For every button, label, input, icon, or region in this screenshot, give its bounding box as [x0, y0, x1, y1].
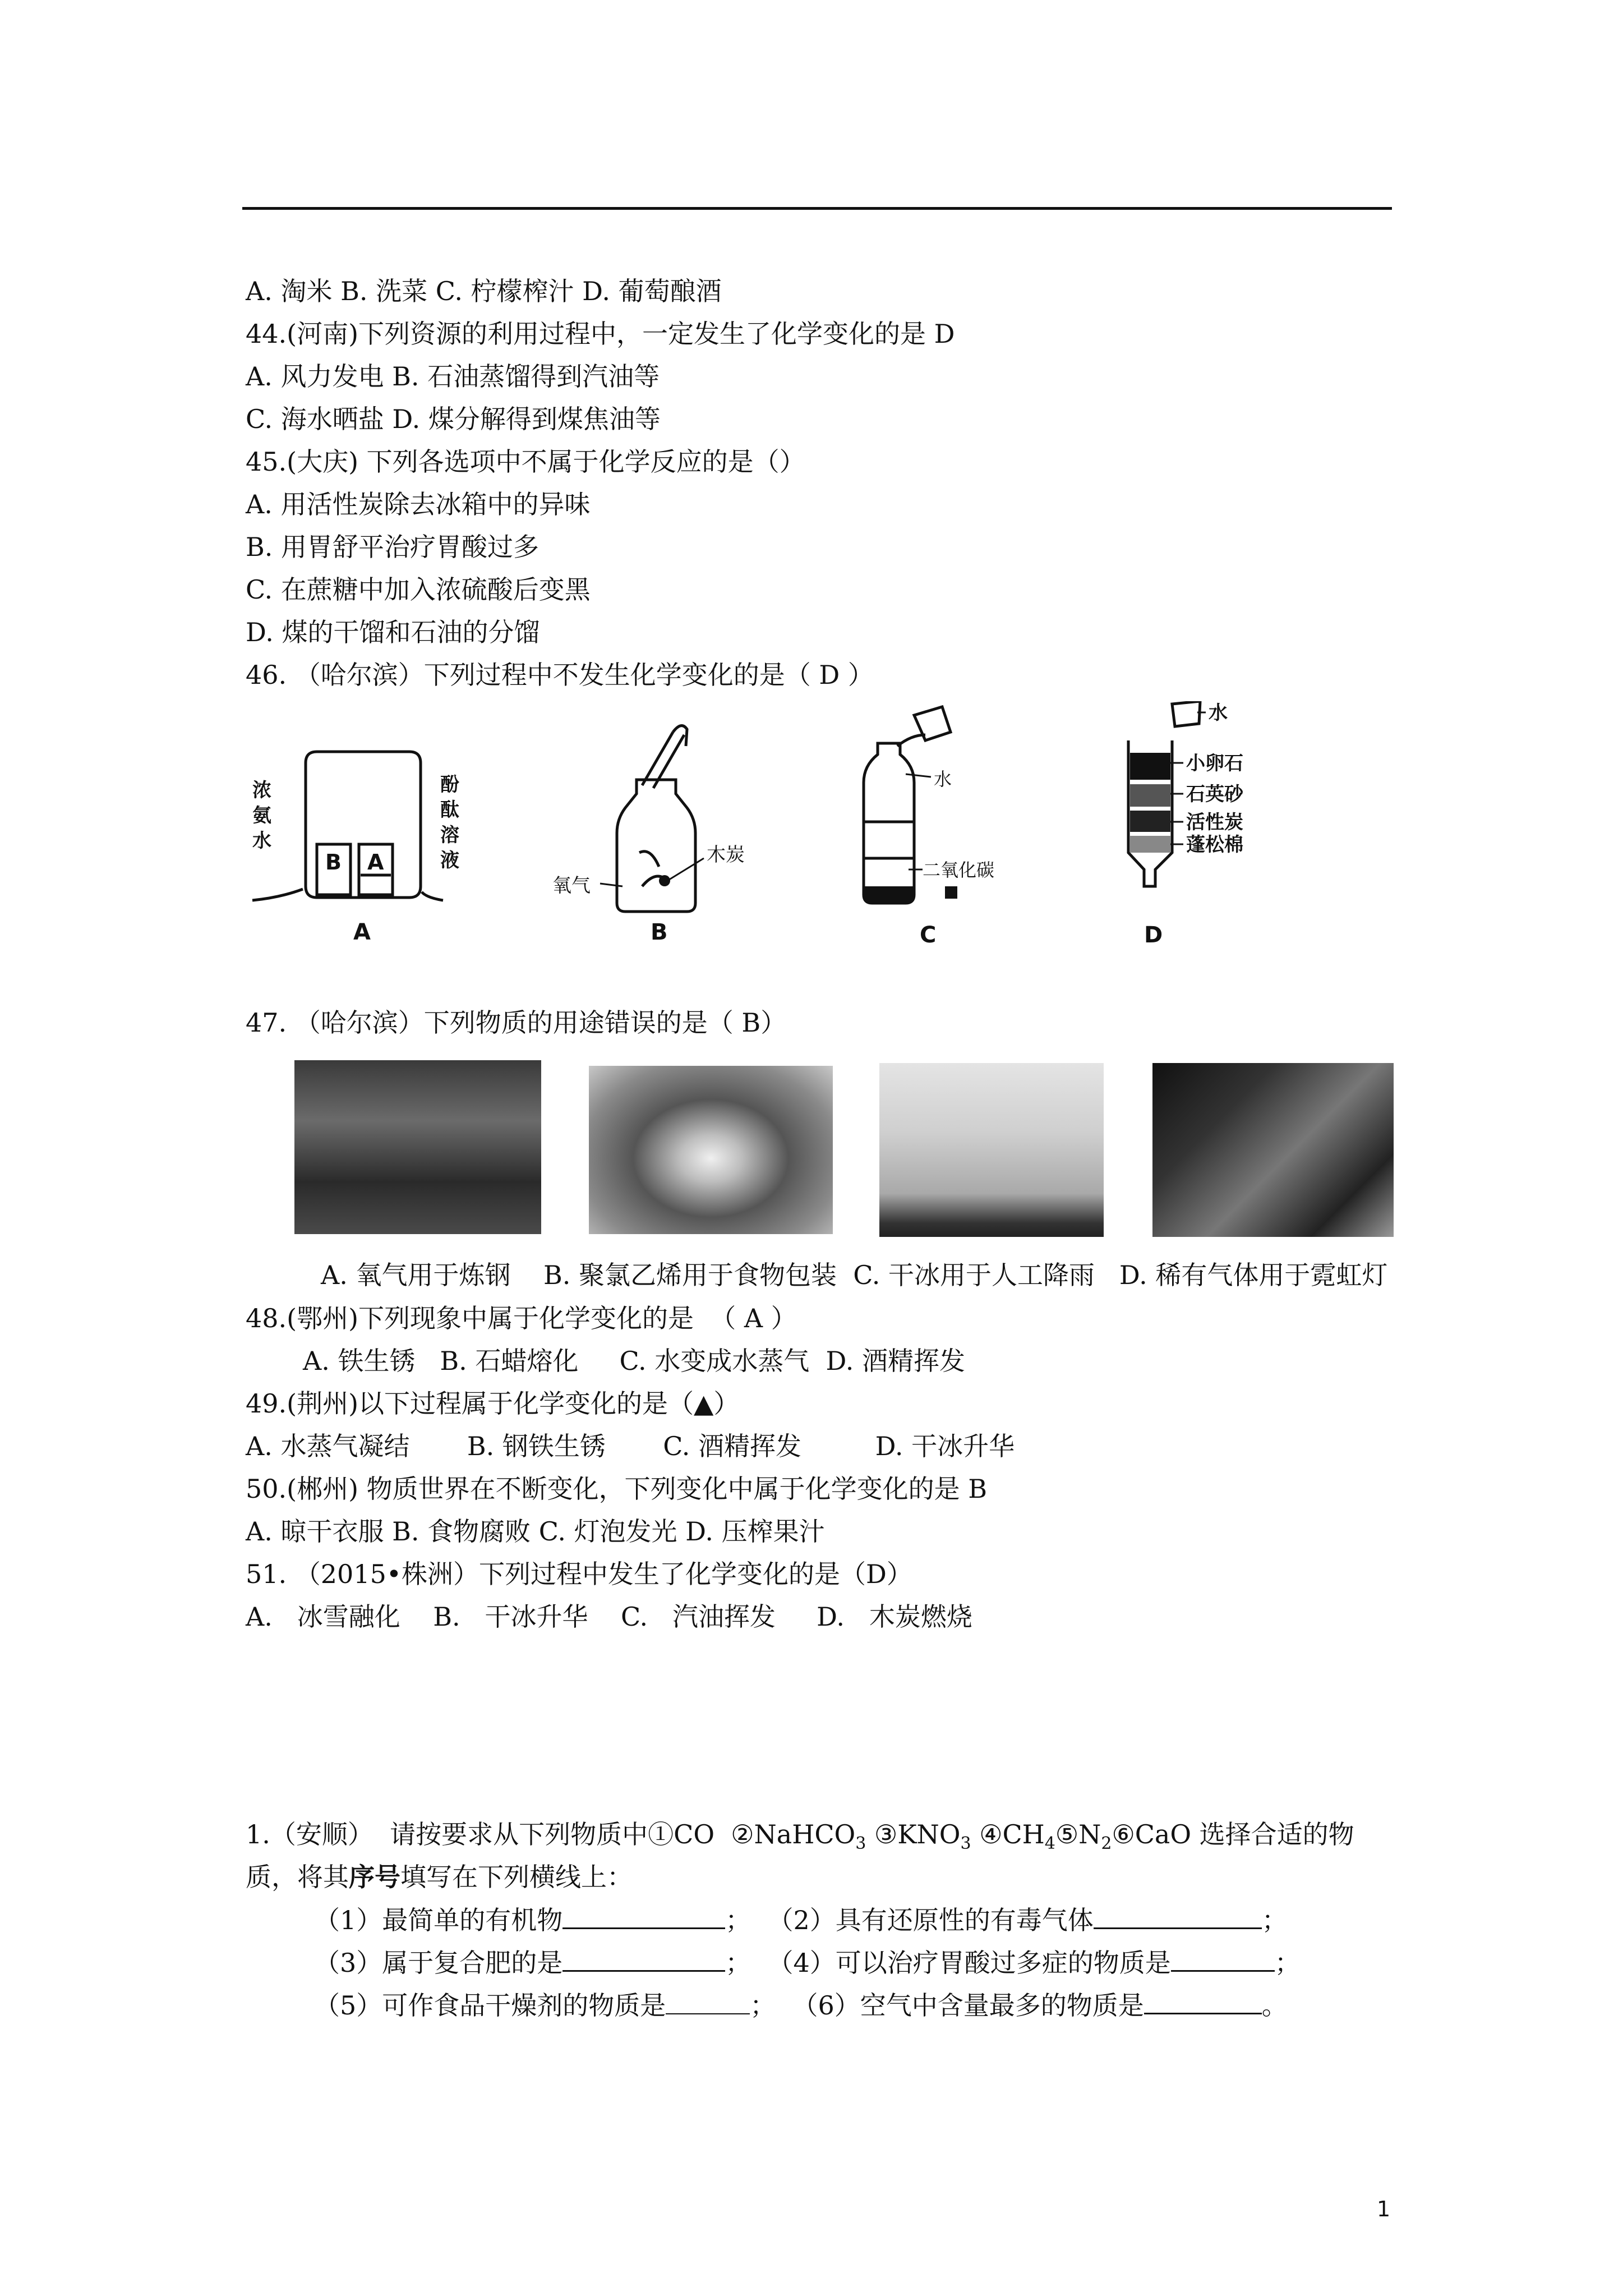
blank-1[interactable]	[562, 1903, 725, 1929]
fig46-a-caption: A	[353, 919, 371, 945]
blank-2[interactable]	[1094, 1903, 1262, 1929]
fig46-a-beaker-b: B	[325, 850, 342, 875]
fill-row-2: （3）属于复合肥的是 ； （4）可以治疗胃酸过多症的物质是 ；	[314, 1945, 1301, 1980]
photo-food-packaging	[589, 1066, 833, 1234]
fig46-a-beaker-a: A	[367, 850, 384, 875]
fig46-d-cotton-label: 蓬松棉	[1186, 834, 1243, 856]
blank-4[interactable]	[1171, 1945, 1275, 1972]
figure-46-d	[1122, 701, 1301, 954]
figure-46-b	[552, 718, 777, 954]
fig46-b-caption: B	[651, 919, 668, 945]
fig46-c-co2-label: 二氧化碳	[923, 859, 995, 881]
blank-6[interactable]	[1144, 1988, 1262, 2014]
q51-options: A. 冰雪融化 B. 干冰升华 C. 汽油挥发 D. 木炭燃烧	[246, 1602, 972, 1632]
q44-options-ab: A. 风力发电 B. 石油蒸馏得到汽油等	[246, 361, 660, 392]
q45-option-d: D. 煤的干馏和石油的分馏	[246, 617, 540, 647]
q45-option-a: A. 用活性炭除去冰箱中的异味	[246, 489, 591, 519]
question-51: 51. （2015•株洲）下列过程中发生了化学变化的是（D）	[246, 1559, 912, 1589]
photo-neon-lights	[1152, 1063, 1394, 1237]
svg-text:液: 液	[440, 849, 459, 872]
page-number: 1	[1377, 2197, 1391, 2221]
question-50: 50.(郴州) 物质世界在不断变化，下列变化中属于化学变化的是 B	[246, 1474, 988, 1504]
photo-steel-making	[294, 1060, 541, 1234]
q45-option-b: B. 用胃舒平治疗胃酸过多	[246, 532, 540, 562]
svg-text:氨: 氨	[252, 804, 271, 827]
fig46-d-sand-label: 石英砂	[1186, 783, 1243, 806]
figure-46-c	[858, 701, 1026, 954]
question-44: 44.(河南)下列资源的利用过程中，一定发生了化学变化的是 D	[246, 319, 955, 349]
q48-options: A. 铁生锈 B. 石蜡熔化 C. 水变成水蒸气 D. 酒精挥发	[303, 1346, 966, 1376]
q45-option-c: C. 在蔗糖中加入浓硫酸后变黑	[246, 574, 591, 605]
fig46-d-carbon-label: 活性炭	[1186, 811, 1243, 834]
fill-question-intro-2: 质，将其序号填写在下列横线上：	[246, 1862, 633, 1892]
fill-question-intro: 1.（安顺） 请按要求从下列物质中①CO ②NaHCO$_3$ $③KNO_3$ $④CH_4⑤N_2⑥CaO$ 选择合适的物	[246, 1819, 1354, 1854]
fig46-d-pebble-label: 小卵石	[1186, 752, 1243, 775]
question-46: 46. （哈尔滨）下列过程中不发生化学变化的是（ D ）	[246, 660, 874, 690]
question-47: 47. （哈尔滨）下列物质的用途错误的是（ B）	[246, 1007, 787, 1038]
fig46-c-caption: C	[920, 922, 937, 948]
question-45: 45.(大庆) 下列各选项中不属于化学反应的是（）	[246, 447, 805, 477]
fill-row-3: （5）可作食品干燥剂的物质是 ； （6）空气中含量最多的物质是 。	[314, 1988, 1288, 2022]
q50-options: A. 晾干衣服 B. 食物腐败 C. 灯泡发光 D. 压榨果汁	[246, 1516, 825, 1547]
question-48: 48.(鄂州)下列现象中属于化学变化的是 （ A ）	[246, 1303, 797, 1333]
svg-text:水: 水	[252, 830, 271, 852]
question-49: 49.(荆州)以下过程属于化学变化的是（▲）	[246, 1388, 740, 1419]
figure-46-a	[241, 740, 482, 954]
svg-text:酞: 酞	[440, 799, 459, 821]
q44-options-cd: C. 海水晒盐 D. 煤分解得到煤焦油等	[246, 404, 661, 434]
fig46-d-water-label: 水	[1209, 702, 1228, 724]
q49-options: A. 水蒸气凝结 B. 钢铁生锈 C. 酒精挥发 D. 干冰升华	[246, 1431, 1015, 1461]
blank-3[interactable]	[562, 1945, 725, 1972]
fig46-b-charcoal-label: 木炭	[707, 844, 745, 866]
fig46-b-oxygen-label: 氧气	[552, 875, 591, 897]
fig46-d-caption: D	[1144, 922, 1163, 948]
svg-text:浓: 浓	[252, 779, 271, 802]
blank-5[interactable]	[666, 1989, 750, 2014]
svg-text:溶: 溶	[440, 824, 459, 846]
svg-text:酚: 酚	[440, 774, 459, 796]
header-rule	[242, 207, 1392, 210]
photo-artificial-rain	[879, 1063, 1104, 1237]
q47-options: A. 氧气用于炼钢 B. 聚氯乙烯用于食物包装 C. 干冰用于人工降雨 D. 稀有气体用于霓虹灯	[321, 1260, 1388, 1290]
q43-options: A. 淘米 B. 洗菜 C. 柠檬榨汁 D. 葡萄酿酒	[246, 276, 722, 306]
fill-row-1: （1）最简单的有机物 ； （2）具有还原性的有毒气体 ；	[314, 1903, 1288, 1937]
fig46-c-water-label: 水	[934, 769, 952, 790]
